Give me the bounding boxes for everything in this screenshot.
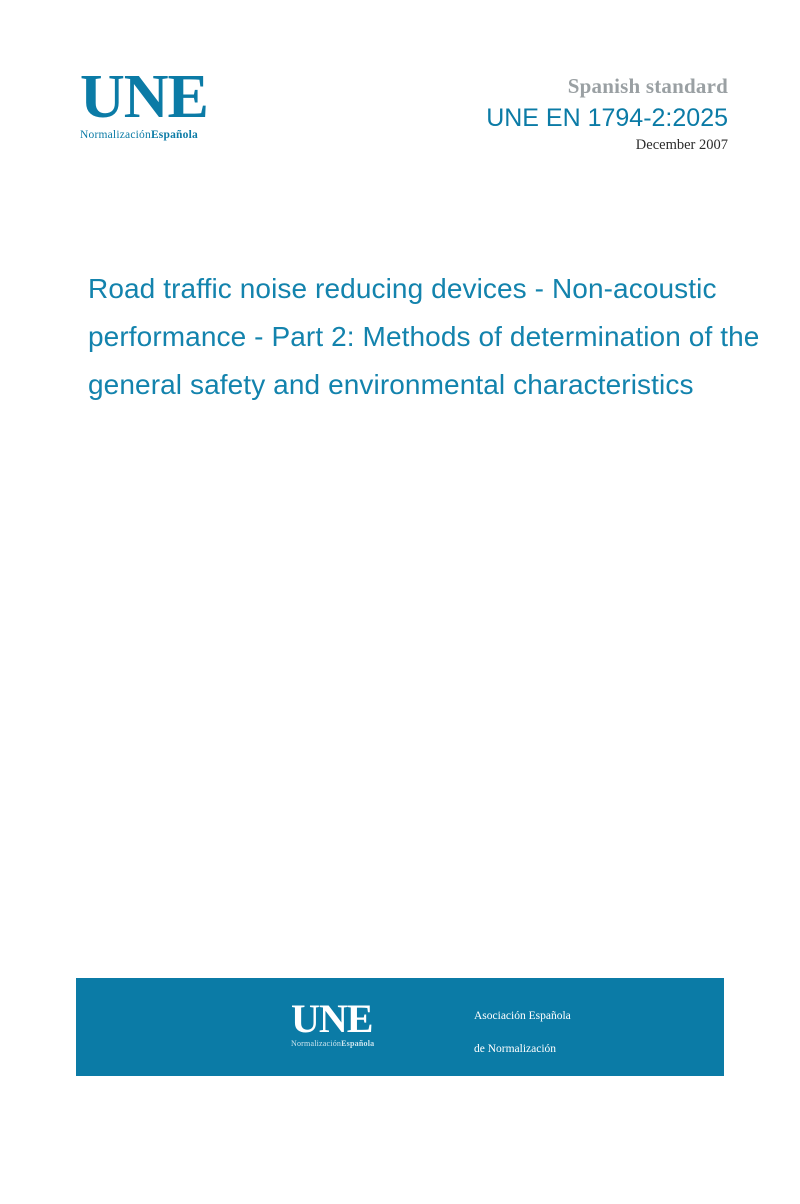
footer-une-logo-wordmark: UNE [291,996,373,1041]
footer-une-logo-tagline-normal: Normalización [291,1039,342,1048]
footer-contact-block [474,992,596,1204]
footer-address-line: Génova, 6 - 28004 Madrid [474,1075,597,1088]
page-header [0,60,800,170]
footer-une-logo [291,996,461,1048]
footer-website[interactable]: www.une.org [474,1173,536,1186]
standard-kind-label: Spanish standard [567,74,728,98]
standard-date: December 2007 [635,137,728,153]
une-logo-tagline-normal: Normalización [80,128,151,141]
standard-identification [486,74,728,154]
une-logo-wordmark: UNE [80,63,208,131]
une-logo-tagline-bold: Española [150,128,198,141]
une-logo [80,63,320,141]
footer-org-line-1: Asociación Española [474,1010,571,1023]
footer-une-logo-tagline-bold: Española [341,1039,375,1048]
footer-une-logo-tagline [291,1039,461,1048]
footer-email[interactable]: info@une.org [474,1140,538,1153]
standard-code: UNE EN 1794-2:2025 [486,104,728,132]
footer-phone: 915 294 900 [474,1108,532,1121]
document-title: Road traffic noise reducing devices - Non-acoustic performance - Part 2: Methods of determination of the general safety and environmental characteristics [88,273,768,401]
page-footer [76,978,724,1186]
footer-org-line-2: de Normalización [474,1042,557,1055]
